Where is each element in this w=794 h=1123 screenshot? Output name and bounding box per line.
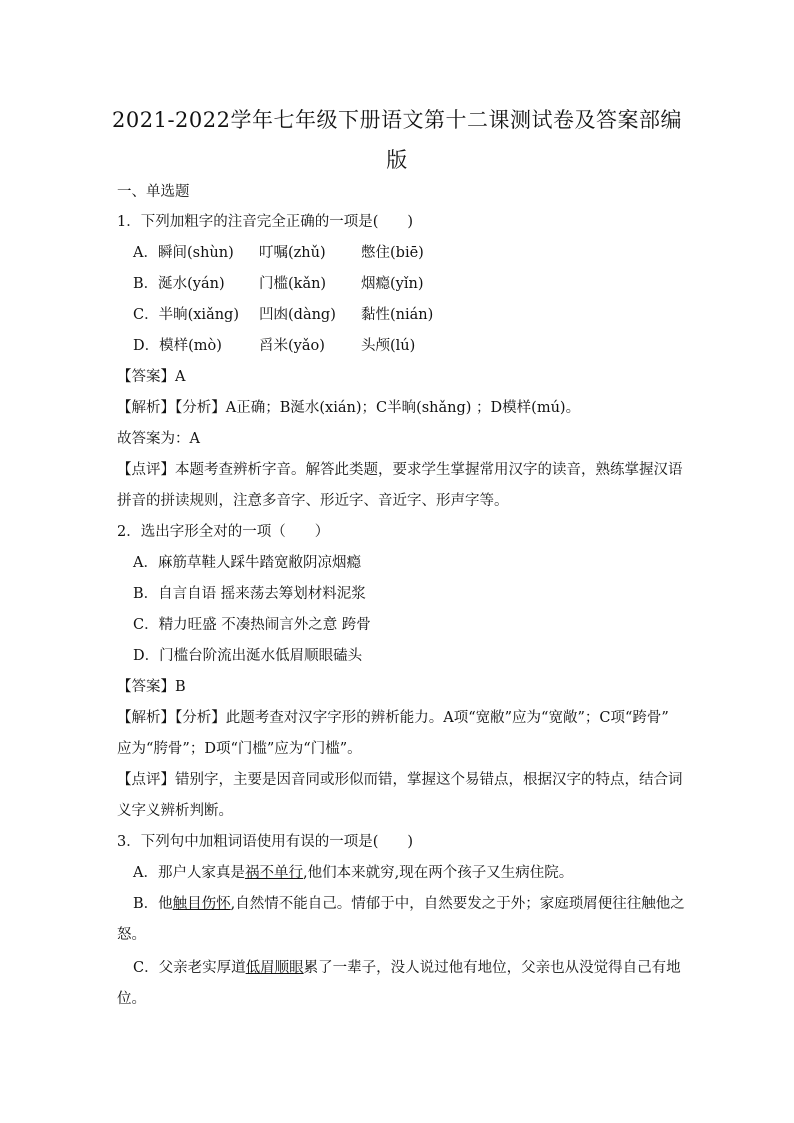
option-word: 憋住(biē)	[361, 245, 424, 261]
q2-comment-cont: 义字义辨析判断。	[117, 803, 233, 819]
underlined-term: 祸不单行	[244, 865, 303, 881]
q3-option-c	[133, 958, 703, 978]
document-title: 2021-2022学年七年级下册语文第十二课测试卷及答案部编版	[112, 108, 682, 172]
q1-conclusion: 故答案为：A	[117, 431, 200, 447]
q2-option-b: B．自言自语 摇来荡去筹划材料泥浆	[133, 586, 366, 602]
option-word: C．半晌(xiǎng)	[133, 307, 239, 323]
q1-stem: 1．下列加粗字的注音完全正确的一项是( )	[117, 214, 414, 230]
option-word: 烟瘾(yǐn)	[361, 276, 424, 292]
q3-option-a	[133, 863, 703, 883]
underlined-term: 触目伤怀	[172, 896, 231, 912]
option-word: 黏性(nián)	[361, 307, 434, 323]
q1-option-d	[133, 336, 703, 356]
option-text: B．他	[133, 896, 173, 912]
q2-option-d: D．门槛台阶流出涎水低眉顺眼磕头	[133, 648, 363, 664]
q2-analysis-cont: 应为“胯骨”；D项“门槛”应为“门槛”。	[117, 741, 362, 757]
option-word: D．模样(mò)	[133, 338, 222, 354]
underlined-term: 低眉顺眼	[245, 960, 304, 976]
option-word: 门槛(kǎn)	[259, 276, 327, 292]
q3-stem: 3．下列句中加粗词语使用有误的一项是( )	[117, 834, 414, 850]
q3-option-c-cont: 位。	[117, 991, 146, 1007]
q1-comment-cont: 拼音的拼读规则，注意多音字、形近字、音近字、形声字等。	[117, 493, 509, 509]
q2-option-a: A．麻筋草鞋人踩牛踏宽敝阴凉烟瘾	[133, 555, 361, 571]
section-heading: 一、单选题	[117, 184, 190, 200]
q3-option-b-cont: 怒。	[117, 927, 146, 943]
option-word: 头颅(lú)	[361, 338, 416, 354]
option-text: 累了一辈子，没人说过他有地位，父亲也从没觉得自己有地	[303, 960, 681, 976]
option-text: ,他们本来就穷,现在两个孩子又生病住院。	[302, 865, 574, 881]
q1-option-c	[133, 305, 703, 325]
option-text: A．那户人家真是	[133, 865, 245, 881]
q2-comment: 【点评】错别字，主要是因音同或形似而错，掌握这个易错点，根据汉字的特点，结合词	[117, 772, 683, 788]
q3-option-b	[133, 894, 703, 914]
option-word: B．涎水(yán)	[133, 276, 225, 292]
q2-analysis: 【解析】【分析】此题考查对汉字字形的辨析能力。A项“宽敝”应为“宽敞”；C项“跨骨”	[117, 710, 669, 726]
option-text: C．父亲老实厚道	[133, 960, 246, 976]
q2-option-c: C．精力旺盛 不凑热闹言外之意 跨骨	[133, 617, 371, 633]
option-word: 叮嘱(zhǔ)	[259, 245, 326, 261]
q1-option-a	[133, 243, 703, 263]
q1-answer: 【答案】A	[117, 369, 186, 385]
q1-analysis: 【解析】【分析】A正确；B涎水(xián)；C半晌(shǎng) ；D模样(mú)。	[117, 400, 581, 416]
option-text: ,自然情不能自己。情郁于中，自然要发之于外；家庭琐屑便往往触他之	[230, 896, 685, 912]
option-word: A．瞬间(shùn)	[133, 245, 234, 261]
q2-answer: 【答案】B	[117, 679, 186, 695]
option-word: 凹凼(dàng)	[259, 307, 336, 323]
q1-comment: 【点评】本题考查辨析字音。解答此类题，要求学生掌握常用汉字的读音，熟练掌握汉语	[117, 462, 683, 478]
q2-stem: 2．选出字形全对的一项（ ）	[117, 524, 330, 540]
option-word: 舀米(yǎo)	[259, 338, 325, 354]
q1-option-b	[133, 274, 703, 294]
